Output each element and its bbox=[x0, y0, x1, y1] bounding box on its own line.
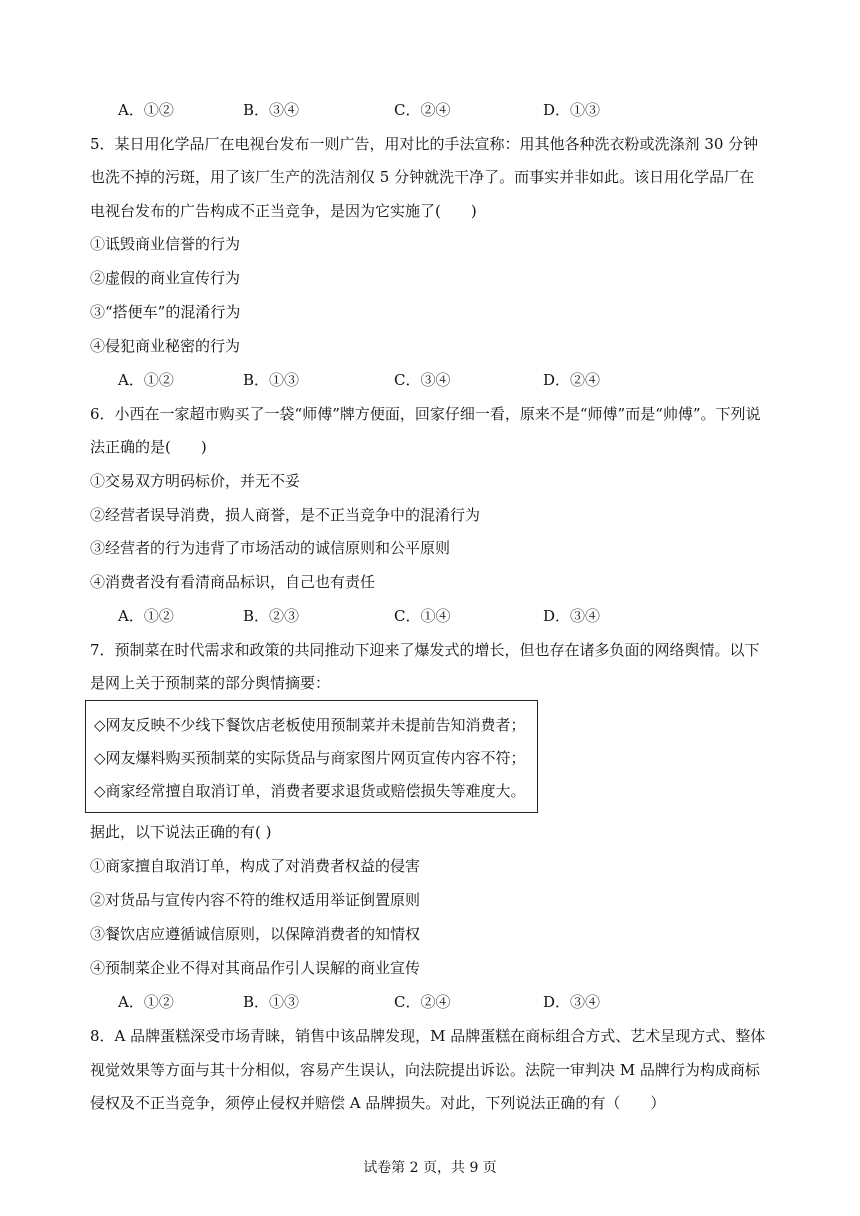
q8-stem-line-3: 侵权及不正当竞争，须停止侵权并赔偿 A 品牌损失。对此，下列说法正确的有（ ） bbox=[90, 1094, 666, 1112]
q6-item-1: ①交易双方明码标价，并无不妥 bbox=[90, 472, 301, 490]
q5-option-c[interactable]: C．③④ bbox=[394, 371, 451, 389]
q7-option-a[interactable]: A．①② bbox=[118, 993, 174, 1011]
q7-stem-line-1: 7．预制菜在时代需求和政策的共同推动下迎来了爆发式的增长，但也存在诸多负面的网络舆情。以下 bbox=[90, 641, 760, 659]
q4-option-d[interactable]: D．①③ bbox=[543, 101, 601, 119]
q7-question: 据此，以下说法正确的有( ) bbox=[90, 823, 272, 841]
q5-stem-line-3: 电视台发布的广告构成不正当竞争，是因为它实施了( ) bbox=[90, 202, 477, 220]
q6-item-3: ③经营者的行为违背了市场活动的诚信原则和公平原则 bbox=[90, 539, 451, 557]
q8-stem-line-2: 视觉效果等方面与其十分相似，容易产生误认，向法院提出诉讼。法院一审判决 M 品牌行为构成商标 bbox=[90, 1061, 760, 1079]
q5-stem-line-1: 5．某日用化学品厂在电视台发布一则广告，用对比的手法宣称：用其他各种洗衣粉或洗涤剂 30 分钟 bbox=[90, 135, 759, 153]
q5-item-3: ③“搭便车”的混淆行为 bbox=[90, 303, 241, 321]
q7-item-2: ②对货品与宣传内容不符的维权适用举证倒置原则 bbox=[90, 891, 421, 909]
q7-item-3: ③餐饮店应遵循诚信原则，以保障消费者的知情权 bbox=[90, 925, 421, 943]
q7-excerpt-1: ◇网友反映不少线下餐饮店老板使用预制菜并未提前告知消费者； bbox=[94, 716, 526, 734]
q6-option-b[interactable]: B．②③ bbox=[243, 607, 300, 625]
q5-item-1: ①诋毁商业信誉的行为 bbox=[90, 235, 241, 253]
q4-option-c[interactable]: C．②④ bbox=[394, 101, 451, 119]
q4-option-a[interactable]: A．①② bbox=[118, 101, 174, 119]
q5-stem-line-2: 也洗不掉的污斑，用了该厂生产的洗洁剂仅 5 分钟就洗干净了。而事实并非如此。该日用化学品厂在 bbox=[90, 168, 755, 186]
q8-stem-line-1: 8．A 品牌蛋糕深受市场青睐，销售中该品牌发现，M 品牌蛋糕在商标组合方式、艺术呈现方式、整体 bbox=[90, 1027, 766, 1045]
q7-stem-line-2: 是网上关于预制菜的部分舆情摘要： bbox=[90, 674, 331, 692]
q7-option-d[interactable]: D．③④ bbox=[543, 993, 601, 1011]
q7-excerpt-box bbox=[85, 700, 538, 813]
q5-item-4: ④侵犯商业秘密的行为 bbox=[90, 337, 241, 355]
q6-option-d[interactable]: D．③④ bbox=[543, 607, 601, 625]
q5-option-a[interactable]: A．①② bbox=[118, 371, 174, 389]
q7-excerpt-3: ◇商家经常擅自取消订单，消费者要求退货或赔偿损失等难度大。 bbox=[94, 782, 526, 800]
q6-stem-line-1: 6．小西在一家超市购买了一袋“师傅”牌方便面，回家仔细一看，原来不是“师傅”而是“帅傅”。下列说 bbox=[90, 405, 761, 423]
q5-option-b[interactable]: B．①③ bbox=[243, 371, 300, 389]
q7-option-b[interactable]: B．①③ bbox=[243, 993, 300, 1011]
q5-item-2: ②虚假的商业宣传行为 bbox=[90, 269, 241, 287]
q6-item-2: ②经营者误导消费，损人商誉，是不正当竞争中的混淆行为 bbox=[90, 506, 481, 524]
q7-item-4: ④预制菜企业不得对其商品作引人误解的商业宣传 bbox=[90, 959, 421, 977]
q6-stem-line-2: 法正确的是( ) bbox=[90, 438, 207, 456]
q6-option-a[interactable]: A．①② bbox=[118, 607, 174, 625]
q7-option-c[interactable]: C．②④ bbox=[394, 993, 451, 1011]
q7-excerpt-2: ◇网友爆料购买预制菜的实际货品与商家图片网页宣传内容不符； bbox=[94, 749, 526, 767]
q6-option-c[interactable]: C．①④ bbox=[394, 607, 451, 625]
page-footer: 试卷第 2 页，共 9 页 bbox=[363, 1160, 497, 1176]
q5-option-d[interactable]: D．②④ bbox=[543, 371, 601, 389]
q6-item-4: ④消费者没有看清商品标识，自己也有责任 bbox=[90, 573, 376, 591]
q7-item-1: ①商家擅自取消订单，构成了对消费者权益的侵害 bbox=[90, 857, 421, 875]
q4-option-b[interactable]: B．③④ bbox=[243, 101, 300, 119]
